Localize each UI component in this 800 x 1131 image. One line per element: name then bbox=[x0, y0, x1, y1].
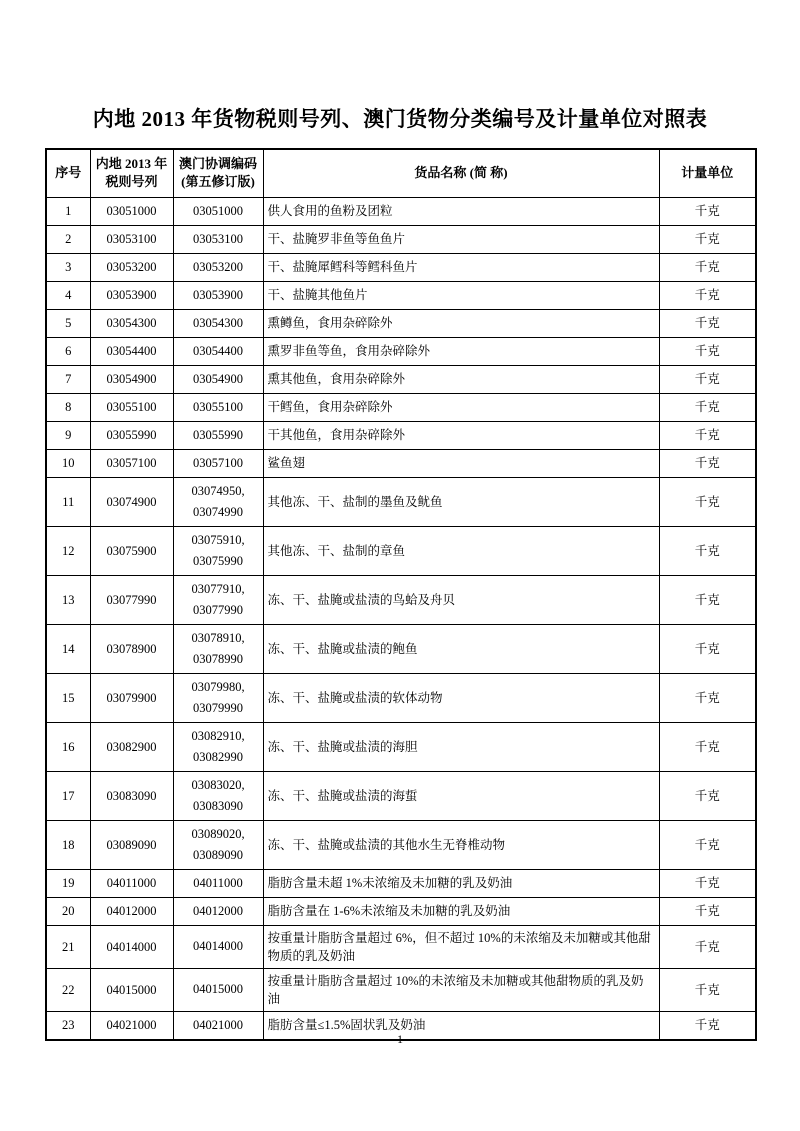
unit-cell: 千克 bbox=[659, 869, 756, 897]
macau-code-line: 04012000 bbox=[193, 903, 243, 918]
goods-name-cell: 冻、干、盐腌或盐渍的海胆 bbox=[263, 722, 659, 771]
table-row bbox=[46, 869, 756, 897]
seq-cell: 14 bbox=[46, 624, 90, 673]
unit-cell: 千克 bbox=[659, 526, 756, 575]
mainland-code-cell: 04011000 bbox=[90, 869, 173, 897]
unit-cell: 千克 bbox=[659, 393, 756, 421]
unit-cell: 千克 bbox=[659, 281, 756, 309]
unit-cell: 千克 bbox=[659, 421, 756, 449]
goods-name-cell: 鲨鱼翅 bbox=[263, 449, 659, 477]
table-row bbox=[46, 449, 756, 477]
unit-cell: 千克 bbox=[659, 575, 756, 624]
macau-code-line: 03053100 bbox=[193, 231, 243, 246]
macau-code-cell bbox=[173, 722, 263, 771]
goods-name-cell: 冻、干、盐腌或盐渍的其他水生无脊椎动物 bbox=[263, 820, 659, 869]
macau-code-line: 03055990 bbox=[193, 427, 243, 442]
seq-cell: 22 bbox=[46, 968, 90, 1011]
header-macau-line2: (第五修订版) bbox=[181, 174, 255, 190]
macau-code-line: 03057100 bbox=[193, 455, 243, 470]
unit-cell: 千克 bbox=[659, 309, 756, 337]
header-goods-label: 货品名称 (简 称) bbox=[414, 165, 508, 181]
header-mainland-line1: 内地 2013 年 bbox=[95, 156, 168, 172]
seq-cell: 7 bbox=[46, 365, 90, 393]
unit-cell: 千克 bbox=[659, 897, 756, 925]
goods-name-cell: 熏其他鱼，食用杂碎除外 bbox=[263, 365, 659, 393]
goods-name-cell: 干、盐腌其他鱼片 bbox=[263, 281, 659, 309]
table-row bbox=[46, 722, 756, 771]
table-row bbox=[46, 477, 756, 526]
table-row bbox=[46, 897, 756, 925]
macau-code-line: 03053900 bbox=[193, 287, 243, 302]
macau-code-line: 04011000 bbox=[193, 875, 243, 890]
table-row bbox=[46, 820, 756, 869]
unit-cell: 千克 bbox=[659, 820, 756, 869]
mainland-code-cell: 04015000 bbox=[90, 968, 173, 1011]
macau-code-line: 03083020, bbox=[191, 777, 245, 792]
seq-cell: 20 bbox=[46, 897, 90, 925]
mainland-code-cell: 04012000 bbox=[90, 897, 173, 925]
unit-cell: 千克 bbox=[659, 477, 756, 526]
goods-name-cell: 脂肪含量≤1.5%固状乳及奶油 bbox=[263, 1011, 659, 1040]
mainland-code-cell: 03077990 bbox=[90, 575, 173, 624]
goods-name-cell: 熏罗非鱼等鱼，食用杂碎除外 bbox=[263, 337, 659, 365]
goods-name-cell: 脂肪含量未超 1%未浓缩及未加糖的乳及奶油 bbox=[263, 869, 659, 897]
macau-code-cell bbox=[173, 477, 263, 526]
goods-name-cell: 干、盐腌犀鳕科等鳕科鱼片 bbox=[263, 253, 659, 281]
seq-cell: 17 bbox=[46, 771, 90, 820]
goods-name-cell: 按重量计脂肪含量超过 6%，但不超过 10%的未浓缩及未加糖或其他甜物质的乳及奶油 bbox=[263, 925, 659, 968]
macau-code-line: 03078910, bbox=[191, 630, 245, 645]
macau-code-cell bbox=[173, 624, 263, 673]
macau-code-line: 03054400 bbox=[193, 343, 243, 358]
macau-code-line: 03051000 bbox=[193, 203, 243, 218]
table-row bbox=[46, 197, 756, 225]
table-row bbox=[46, 365, 756, 393]
seq-cell: 18 bbox=[46, 820, 90, 869]
mainland-code-cell: 03083090 bbox=[90, 771, 173, 820]
mainland-code-cell: 03053200 bbox=[90, 253, 173, 281]
table-row bbox=[46, 281, 756, 309]
macau-code-line: 03083090 bbox=[193, 798, 243, 813]
mainland-code-cell: 04021000 bbox=[90, 1011, 173, 1040]
macau-code-line: 03074990 bbox=[193, 504, 243, 519]
table-header bbox=[46, 149, 756, 197]
header-seq-label: 序号 bbox=[55, 165, 82, 181]
seq-cell: 12 bbox=[46, 526, 90, 575]
unit-cell: 千克 bbox=[659, 225, 756, 253]
goods-name-cell: 干其他鱼，食用杂碎除外 bbox=[263, 421, 659, 449]
unit-cell: 千克 bbox=[659, 365, 756, 393]
macau-code-cell bbox=[173, 820, 263, 869]
header-mainland-code bbox=[90, 149, 173, 197]
macau-code-line: 03055100 bbox=[193, 399, 243, 414]
seq-cell: 11 bbox=[46, 477, 90, 526]
goods-name-cell: 熏鳟鱼，食用杂碎除外 bbox=[263, 309, 659, 337]
table-row bbox=[46, 393, 756, 421]
goods-name-cell: 冻、干、盐腌或盐渍的鲍鱼 bbox=[263, 624, 659, 673]
mainland-code-cell: 03053900 bbox=[90, 281, 173, 309]
macau-code-line: 03082910, bbox=[191, 728, 245, 743]
macau-code-line: 03074950, bbox=[191, 483, 245, 498]
mainland-code-cell: 03054900 bbox=[90, 365, 173, 393]
seq-cell: 9 bbox=[46, 421, 90, 449]
macau-code-cell bbox=[173, 281, 263, 309]
macau-code-cell bbox=[173, 968, 263, 1011]
mainland-code-cell: 03078900 bbox=[90, 624, 173, 673]
macau-code-cell bbox=[173, 365, 263, 393]
unit-cell: 千克 bbox=[659, 673, 756, 722]
goods-name-cell: 供人食用的鱼粉及团粒 bbox=[263, 197, 659, 225]
header-macau-line1: 澳门协调编码 bbox=[178, 156, 257, 172]
mainland-code-cell: 03082900 bbox=[90, 722, 173, 771]
macau-code-line: 03089020, bbox=[191, 826, 245, 841]
macau-code-line: 04014000 bbox=[193, 939, 243, 953]
goods-name-cell: 干鳕鱼，食用杂碎除外 bbox=[263, 393, 659, 421]
header-seq bbox=[46, 149, 90, 197]
mainland-code-cell: 03057100 bbox=[90, 449, 173, 477]
seq-cell: 10 bbox=[46, 449, 90, 477]
macau-code-cell bbox=[173, 869, 263, 897]
macau-code-line: 03089090 bbox=[193, 847, 243, 862]
goods-name-cell: 冻、干、盐腌或盐渍的软体动物 bbox=[263, 673, 659, 722]
seq-cell: 16 bbox=[46, 722, 90, 771]
macau-code-cell bbox=[173, 673, 263, 722]
macau-code-line: 03079990 bbox=[193, 700, 243, 715]
goods-name-cell: 干、盐腌罗非鱼等鱼鱼片 bbox=[263, 225, 659, 253]
macau-code-cell bbox=[173, 253, 263, 281]
mainland-code-cell: 03055100 bbox=[90, 393, 173, 421]
unit-cell: 千克 bbox=[659, 624, 756, 673]
table-row bbox=[46, 253, 756, 281]
macau-code-cell bbox=[173, 575, 263, 624]
unit-cell: 千克 bbox=[659, 253, 756, 281]
unit-cell: 千克 bbox=[659, 968, 756, 1011]
macau-code-line: 03075990 bbox=[193, 553, 243, 568]
table-row bbox=[46, 968, 756, 1011]
macau-code-line: 04015000 bbox=[193, 982, 243, 996]
unit-cell: 千克 bbox=[659, 771, 756, 820]
mainland-code-cell: 03051000 bbox=[90, 197, 173, 225]
header-unit bbox=[659, 149, 756, 197]
seq-cell: 21 bbox=[46, 925, 90, 968]
unit-cell: 千克 bbox=[659, 1011, 756, 1040]
table-row bbox=[46, 337, 756, 365]
macau-code-line: 03079980, bbox=[191, 679, 245, 694]
macau-code-cell bbox=[173, 449, 263, 477]
macau-code-line: 03077910, bbox=[191, 581, 245, 596]
table-row bbox=[46, 925, 756, 968]
header-unit-label: 计量单位 bbox=[681, 165, 734, 181]
table-row bbox=[46, 624, 756, 673]
unit-cell: 千克 bbox=[659, 722, 756, 771]
header-macau-code bbox=[173, 149, 263, 197]
mainland-code-cell: 03055990 bbox=[90, 421, 173, 449]
macau-code-cell bbox=[173, 421, 263, 449]
macau-code-cell bbox=[173, 771, 263, 820]
goods-name-cell: 其他冻、干、盐制的章鱼 bbox=[263, 526, 659, 575]
macau-code-cell bbox=[173, 897, 263, 925]
header-row bbox=[46, 149, 756, 197]
goods-name-cell: 冻、干、盐腌或盐渍的海蜇 bbox=[263, 771, 659, 820]
macau-code-cell bbox=[173, 526, 263, 575]
macau-code-cell bbox=[173, 309, 263, 337]
macau-code-line: 03075910, bbox=[191, 532, 245, 547]
mainland-code-cell: 03079900 bbox=[90, 673, 173, 722]
macau-code-cell bbox=[173, 925, 263, 968]
unit-cell: 千克 bbox=[659, 449, 756, 477]
table-row bbox=[46, 673, 756, 722]
mainland-code-cell: 03054300 bbox=[90, 309, 173, 337]
macau-code-cell bbox=[173, 225, 263, 253]
page-title: 内地 2013 年货物税则号列、澳门货物分类编号及计量单位对照表 bbox=[92, 107, 708, 131]
macau-code-line: 03054300 bbox=[193, 315, 243, 330]
mainland-code-cell: 03074900 bbox=[90, 477, 173, 526]
header-goods-name bbox=[263, 149, 659, 197]
seq-cell: 19 bbox=[46, 869, 90, 897]
seq-cell: 13 bbox=[46, 575, 90, 624]
table-row bbox=[46, 771, 756, 820]
macau-code-line: 03077990 bbox=[193, 602, 243, 617]
seq-cell: 2 bbox=[46, 225, 90, 253]
seq-cell: 23 bbox=[46, 1011, 90, 1040]
seq-cell: 3 bbox=[46, 253, 90, 281]
unit-cell: 千克 bbox=[659, 925, 756, 968]
unit-cell: 千克 bbox=[659, 337, 756, 365]
seq-cell: 6 bbox=[46, 337, 90, 365]
header-mainland-line2: 税则号列 bbox=[105, 174, 158, 190]
seq-cell: 15 bbox=[46, 673, 90, 722]
mainland-code-cell: 03054400 bbox=[90, 337, 173, 365]
page-number: 1 bbox=[397, 1032, 403, 1046]
macau-code-line: 03082990 bbox=[193, 749, 243, 764]
mainland-code-cell: 04014000 bbox=[90, 925, 173, 968]
mainland-code-cell: 03089090 bbox=[90, 820, 173, 869]
table-row bbox=[46, 526, 756, 575]
goods-name-cell: 脂肪含量在 1-6%未浓缩及未加糖的乳及奶油 bbox=[263, 897, 659, 925]
unit-cell: 千克 bbox=[659, 197, 756, 225]
goods-name-cell: 按重量计脂肪含量超过 10%的未浓缩及未加糖或其他甜物质的乳及奶油 bbox=[263, 968, 659, 1011]
seq-cell: 5 bbox=[46, 309, 90, 337]
macau-code-line: 04021000 bbox=[193, 1017, 243, 1032]
tariff-comparison-table bbox=[45, 148, 757, 1041]
table-row bbox=[46, 225, 756, 253]
table-row bbox=[46, 421, 756, 449]
macau-code-cell bbox=[173, 197, 263, 225]
macau-code-line: 03053200 bbox=[193, 259, 243, 274]
table-row bbox=[46, 575, 756, 624]
mainland-code-cell: 03075900 bbox=[90, 526, 173, 575]
macau-code-line: 03078990 bbox=[193, 651, 243, 666]
goods-name-cell: 其他冻、干、盐制的墨鱼及鱿鱼 bbox=[263, 477, 659, 526]
table-body bbox=[46, 197, 756, 1040]
macau-code-cell bbox=[173, 337, 263, 365]
seq-cell: 8 bbox=[46, 393, 90, 421]
seq-cell: 4 bbox=[46, 281, 90, 309]
goods-name-cell: 冻、干、盐腌或盐渍的鸟蛤及舟贝 bbox=[263, 575, 659, 624]
mainland-code-cell: 03053100 bbox=[90, 225, 173, 253]
macau-code-line: 03054900 bbox=[193, 371, 243, 386]
table-row bbox=[46, 309, 756, 337]
macau-code-cell bbox=[173, 393, 263, 421]
seq-cell: 1 bbox=[46, 197, 90, 225]
